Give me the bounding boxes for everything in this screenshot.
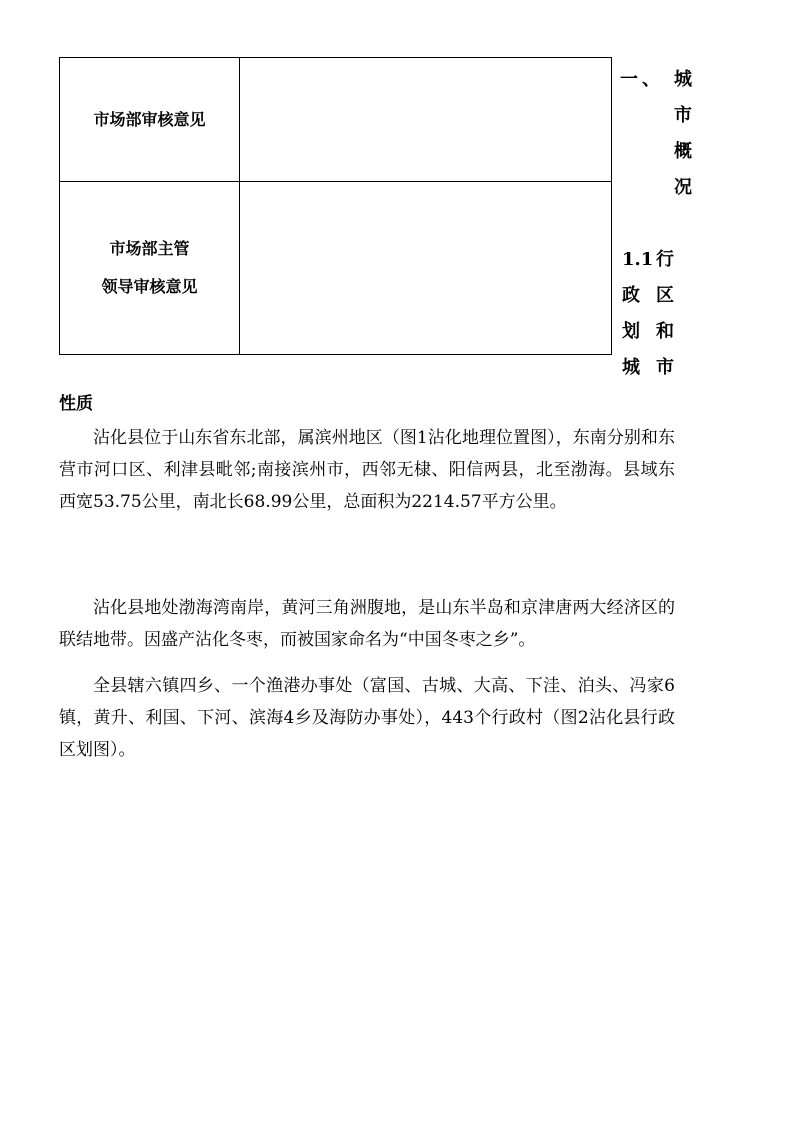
section-heading-char-3: 概 [674, 141, 692, 162]
subheading-cell: 市 [656, 357, 674, 378]
review-row-market-dept [60, 58, 612, 182]
paragraph-administration: 全县辖六镇四乡、一个渔港办事处（富国、古城、大高、下洼、泊头、冯家6镇，黄升、利国、下河、滨海4乡及海防办事处），443个行政村（图2沾化县行政区划图）。 [59, 676, 675, 760]
section-heading-number: 一、 [620, 69, 664, 90]
market-dept-review-label [60, 58, 240, 182]
section-heading-char-1: 城 [674, 69, 692, 90]
section-heading-char-4: 况 [674, 177, 692, 198]
market-leader-review-label [60, 182, 240, 355]
review-row-market-leader [60, 182, 612, 355]
review-table [59, 57, 612, 355]
subheading-cell: 和 [656, 321, 674, 342]
subheading-row-3 [622, 314, 674, 350]
subheading-block [622, 242, 674, 386]
subheading-row-2 [622, 278, 674, 314]
market-dept-review-value[interactable] [240, 58, 612, 182]
subheading-cell: 区 [656, 285, 674, 306]
paragraph-geography: 沾化县地处渤海湾南岸，黄河三角洲腹地，是山东半岛和京津唐两大经济区的联结地带。因盛产沾化冬枣，而被国家命名为“中国冬枣之乡”。 [59, 598, 675, 650]
subheading-row-1 [622, 242, 674, 278]
subheading-continuation: 性质 [59, 394, 93, 414]
paragraph-location: 沾化县位于山东省东北部，属滨州地区（图1沾化地理位置图），东南分别和东营市河口区、利津县毗邻;南接滨州市，西邻无棣、阳信两县，北至渤海。县域东西宽53.75公里，南北长68.99公里，总面积为2214.57平方公里。 [59, 428, 675, 512]
subheading-row-4 [622, 350, 674, 386]
market-dept-review-label-text: 市场部审核意见 [93, 109, 206, 129]
market-leader-review-value[interactable] [240, 182, 612, 355]
subheading-cell: 划 [622, 321, 640, 342]
subheading-cell: 1.1 [622, 249, 654, 270]
subheading-cell: 行 [656, 249, 674, 270]
market-leader-review-label-line1: 市场部主管 [109, 239, 190, 259]
market-leader-review-label-line2: 领导审核意见 [101, 277, 198, 297]
subheading-cell: 政 [622, 285, 640, 306]
subheading-cell: 城 [622, 357, 640, 378]
section-heading-char-2: 市 [674, 105, 692, 126]
